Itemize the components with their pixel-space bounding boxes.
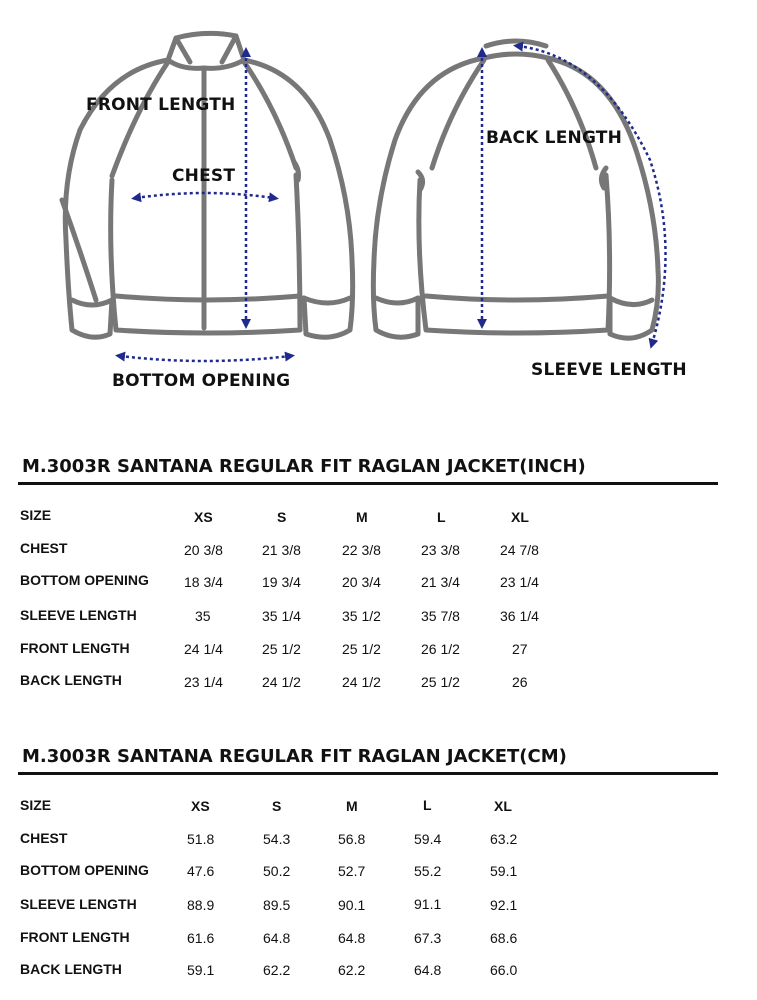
table-cell: 55.2: [414, 863, 442, 879]
size-header-m: M: [346, 798, 358, 814]
table-cell: 25 1/2: [342, 641, 381, 657]
table-cell: 18 3/4: [184, 574, 223, 590]
table-cell: 20 3/4: [342, 574, 381, 590]
table-cell: 20 3/8: [184, 542, 223, 558]
bottom-opening-label: BOTTOM OPENING: [112, 371, 291, 391]
table-cell: 88.9: [187, 897, 215, 913]
table-cell: 36 1/4: [500, 608, 539, 624]
size-header-l: L: [437, 509, 446, 525]
table-cell: 24 7/8: [500, 542, 539, 558]
table-cell: 23 1/4: [184, 674, 223, 690]
table-cell: 52.7: [338, 863, 366, 879]
table-cell: 91.1: [414, 896, 442, 912]
table-cell: 35: [195, 608, 211, 624]
table-cell: 63.2: [490, 831, 518, 847]
table-cell: 26 1/2: [421, 641, 460, 657]
row-label-bottom-opening: BOTTOM OPENING: [20, 862, 149, 878]
row-label-bottom-opening: BOTTOM OPENING: [20, 572, 149, 588]
row-label-front-length: FRONT LENGTH: [20, 640, 130, 656]
table-title: M.3003R SANTANA REGULAR FIT RAGLAN JACKET(INCH): [22, 456, 586, 477]
table-cell: 66.0: [490, 962, 518, 978]
table-cell: 47.6: [187, 863, 215, 879]
jacket-measurement-diagram: [0, 0, 757, 420]
table-cell: 51.8: [187, 831, 215, 847]
bottom-opening-arrow: [120, 356, 290, 361]
size-header-l: L: [423, 797, 432, 813]
row-label-back-length: BACK LENGTH: [20, 961, 122, 977]
table-cell: 90.1: [338, 897, 366, 913]
table-cell: 35 1/2: [342, 608, 381, 624]
row-label-chest: CHEST: [20, 540, 68, 556]
table-cell: 24 1/2: [342, 674, 381, 690]
table-cell: 24 1/2: [262, 674, 301, 690]
table-cell: 23 1/4: [500, 574, 539, 590]
title-divider: [18, 772, 718, 775]
back-jacket-drawing: [373, 41, 658, 338]
row-label-chest: CHEST: [20, 830, 68, 846]
table-cell: 19 3/4: [262, 574, 301, 590]
table-cell: 59.1: [187, 962, 215, 978]
table-cell: 64.8: [414, 962, 442, 978]
table-cell: 68.6: [490, 930, 518, 946]
table-cell: 56.8: [338, 831, 366, 847]
table-cell: 23 3/8: [421, 542, 460, 558]
size-header-label: SIZE: [20, 507, 52, 523]
table-cell: 89.5: [263, 897, 291, 913]
size-header-label: SIZE: [20, 797, 52, 813]
size-header-xl: XL: [511, 509, 529, 525]
table-cell: 92.1: [490, 897, 518, 913]
size-header-xs: XS: [194, 509, 213, 525]
table-cell: 61.6: [187, 930, 215, 946]
table-cell: 59.4: [414, 831, 442, 847]
size-header-s: S: [277, 509, 287, 525]
table-cell: 67.3: [414, 930, 442, 946]
table-cell: 22 3/8: [342, 542, 381, 558]
row-label-sleeve-length: SLEEVE LENGTH: [20, 607, 137, 623]
size-header-m: M: [356, 509, 368, 525]
table-cell: 62.2: [263, 962, 291, 978]
table-cell: 25 1/2: [421, 674, 460, 690]
back-length-label: BACK LENGTH: [486, 128, 623, 148]
row-label-sleeve-length: SLEEVE LENGTH: [20, 896, 137, 912]
size-header-s: S: [272, 798, 282, 814]
table-cell: 35 1/4: [262, 608, 301, 624]
table-cell: 50.2: [263, 863, 291, 879]
table-cell: 25 1/2: [262, 641, 301, 657]
row-label-front-length: FRONT LENGTH: [20, 929, 130, 945]
table-cell: 54.3: [263, 831, 291, 847]
table-cell: 64.8: [263, 930, 291, 946]
table-cell: 64.8: [338, 930, 366, 946]
table-cell: 26: [512, 674, 528, 690]
title-divider: [18, 482, 718, 485]
table-cell: 59.1: [490, 863, 518, 879]
jacket-drawings: [0, 0, 757, 420]
sleeve-length-label: SLEEVE LENGTH: [531, 360, 687, 380]
size-header-xl: XL: [494, 798, 512, 814]
table-cell: 35 7/8: [421, 608, 460, 624]
table-cell: 62.2: [338, 962, 366, 978]
table-title: M.3003R SANTANA REGULAR FIT RAGLAN JACKET(CM): [22, 746, 567, 767]
table-cell: 24 1/4: [184, 641, 223, 657]
row-label-back-length: BACK LENGTH: [20, 672, 122, 688]
chest-label: CHEST: [172, 166, 236, 186]
table-cell: 27: [512, 641, 528, 657]
size-header-xs: XS: [191, 798, 210, 814]
table-cell: 21 3/8: [262, 542, 301, 558]
table-cell: 21 3/4: [421, 574, 460, 590]
front-length-label: FRONT LENGTH: [86, 95, 236, 115]
